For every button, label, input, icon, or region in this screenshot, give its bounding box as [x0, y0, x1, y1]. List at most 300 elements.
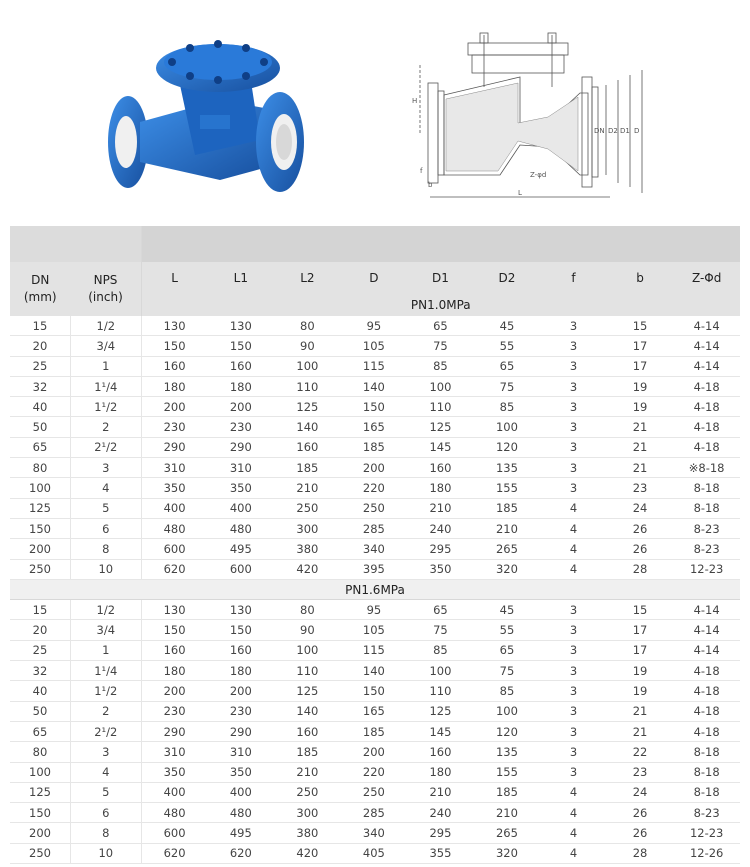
table-cell: 65 — [10, 437, 70, 457]
table-cell: 180 — [141, 376, 208, 396]
table-cell: 4-14 — [673, 316, 740, 336]
table-cell: 80 — [274, 600, 341, 620]
table-row — [10, 782, 740, 802]
table-cell: 130 — [208, 316, 275, 336]
table-cell: 120 — [474, 437, 541, 457]
table-cell: 130 — [141, 600, 208, 620]
table-cell: 4-18 — [673, 376, 740, 396]
table-cell: 24 — [607, 782, 674, 802]
header-L2: L2 — [274, 262, 341, 294]
table-cell: 160 — [407, 742, 474, 762]
table-cell: 150 — [208, 336, 275, 356]
table-cell: 3 — [540, 478, 607, 498]
table-cell: 310 — [208, 742, 275, 762]
table-cell: 28 — [607, 843, 674, 863]
table-cell: 65 — [474, 640, 541, 660]
table-cell: 480 — [208, 803, 275, 823]
table-cell: 250 — [341, 498, 408, 518]
table-cell: 210 — [474, 803, 541, 823]
table-cell: 395 — [341, 559, 408, 579]
table-cell: 135 — [474, 742, 541, 762]
table-cell: 4 — [70, 762, 141, 782]
table-cell: 230 — [141, 417, 208, 437]
table-cell: 350 — [407, 559, 474, 579]
table-cell: 230 — [141, 701, 208, 721]
table-cell: 250 — [274, 498, 341, 518]
table-cell: 200 — [208, 397, 275, 417]
table-cell: 80 — [274, 316, 341, 336]
table-cell: 105 — [341, 620, 408, 640]
table-cell: 165 — [341, 701, 408, 721]
table-cell: 4 — [540, 518, 607, 538]
table-cell: 100 — [407, 661, 474, 681]
table-cell: 150 — [341, 681, 408, 701]
label-H: H — [412, 97, 418, 105]
valve-photo — [100, 30, 310, 195]
table-cell: 4 — [540, 498, 607, 518]
table-cell: 26 — [607, 823, 674, 843]
table-cell: 5 — [70, 498, 141, 518]
table-cell: 150 — [10, 518, 70, 538]
table-cell: 160 — [141, 356, 208, 376]
table-cell: 25 — [10, 356, 70, 376]
table-cell: 2¹/2 — [70, 721, 141, 741]
table-row — [10, 803, 740, 823]
table-cell: 185 — [341, 721, 408, 741]
header-L1: L1 — [208, 262, 275, 294]
table-cell: 340 — [341, 539, 408, 559]
table-cell: 135 — [474, 458, 541, 478]
table-row — [10, 681, 740, 701]
table-cell: 110 — [407, 681, 474, 701]
table-cell: 40 — [10, 681, 70, 701]
header-spacer-row — [10, 226, 740, 262]
table-cell: 110 — [407, 397, 474, 417]
table-cell: 480 — [208, 518, 275, 538]
pressure-class-pn10: PN1.0MPa — [141, 294, 740, 316]
table-cell: 620 — [141, 559, 208, 579]
table-cell: 85 — [474, 397, 541, 417]
table-cell: 4 — [540, 559, 607, 579]
table-cell: 600 — [141, 539, 208, 559]
table-cell: 110 — [274, 661, 341, 681]
table-cell: 380 — [274, 823, 341, 843]
table-row — [10, 559, 740, 579]
table-cell: 480 — [141, 518, 208, 538]
table-cell: 6 — [70, 803, 141, 823]
table-cell: 23 — [607, 762, 674, 782]
table-cell: 160 — [141, 640, 208, 660]
table-cell: 1/2 — [70, 600, 141, 620]
table-cell: 200 — [341, 742, 408, 762]
table-cell: 4-14 — [673, 600, 740, 620]
table-cell: 380 — [274, 539, 341, 559]
table-cell: 1¹/2 — [70, 397, 141, 417]
table-cell: 265 — [474, 539, 541, 559]
table-cell: 495 — [208, 539, 275, 559]
table-cell: 100 — [474, 701, 541, 721]
table-cell: 180 — [407, 762, 474, 782]
table-row — [10, 498, 740, 518]
table-cell: 145 — [407, 721, 474, 741]
table-cell: 3 — [540, 397, 607, 417]
table-cell: 3 — [540, 316, 607, 336]
table-cell: 115 — [341, 640, 408, 660]
table-cell: 340 — [341, 823, 408, 843]
label-D: D — [634, 127, 640, 135]
table-cell: 125 — [274, 397, 341, 417]
table-cell: 3/4 — [70, 336, 141, 356]
table-cell: 290 — [208, 437, 275, 457]
table-cell: 26 — [607, 518, 674, 538]
label-f: f — [420, 167, 423, 175]
table-cell: 26 — [607, 803, 674, 823]
table-cell: 19 — [607, 661, 674, 681]
table-cell: 355 — [407, 843, 474, 863]
table-cell: 100 — [10, 762, 70, 782]
table-cell: 80 — [10, 458, 70, 478]
table-cell: 90 — [274, 336, 341, 356]
table-cell: 1¹/4 — [70, 661, 141, 681]
table-cell: 10 — [70, 559, 141, 579]
table-cell: 65 — [407, 316, 474, 336]
table-cell: 19 — [607, 376, 674, 396]
table-cell: 24 — [607, 498, 674, 518]
table-cell: 350 — [208, 762, 275, 782]
table-cell: 22 — [607, 742, 674, 762]
table-row — [10, 518, 740, 538]
table-cell: 40 — [10, 397, 70, 417]
table-cell: 6 — [70, 518, 141, 538]
table-cell: 17 — [607, 336, 674, 356]
table-cell: 125 — [10, 782, 70, 802]
table-cell: 140 — [341, 661, 408, 681]
table-row — [10, 376, 740, 396]
table-cell: 180 — [208, 376, 275, 396]
table-cell: 250 — [341, 782, 408, 802]
table-cell: 10 — [70, 843, 141, 863]
table-cell: 400 — [141, 498, 208, 518]
table-cell: 2 — [70, 417, 141, 437]
product-illustrations — [0, 0, 750, 222]
table-cell: 85 — [474, 681, 541, 701]
table-cell: 200 — [10, 539, 70, 559]
table-cell: 8-23 — [673, 803, 740, 823]
table-cell: 310 — [141, 742, 208, 762]
table-cell: 3 — [70, 742, 141, 762]
table-cell: 620 — [141, 843, 208, 863]
table-row — [10, 336, 740, 356]
table-cell: 5 — [70, 782, 141, 802]
table-cell: 350 — [208, 478, 275, 498]
table-cell: 4 — [540, 823, 607, 843]
table-cell: 75 — [474, 376, 541, 396]
table-cell: 200 — [141, 397, 208, 417]
table-cell: 110 — [274, 376, 341, 396]
table-cell: 19 — [607, 681, 674, 701]
dimension-table — [10, 226, 740, 864]
table-row — [10, 437, 740, 457]
table-cell: 85 — [407, 356, 474, 376]
table-cell: 3 — [540, 458, 607, 478]
table-cell: 150 — [10, 803, 70, 823]
table-row — [10, 620, 740, 640]
table-cell: 130 — [141, 316, 208, 336]
table-cell: 4 — [540, 782, 607, 802]
table-row — [10, 417, 740, 437]
table-cell: 4-18 — [673, 681, 740, 701]
table-cell: 26 — [607, 539, 674, 559]
table-cell: 400 — [208, 782, 275, 802]
table-cell: 85 — [407, 640, 474, 660]
table-cell: 4 — [540, 803, 607, 823]
table-cell: 185 — [474, 498, 541, 518]
table-row — [10, 478, 740, 498]
table-cell: 100 — [274, 640, 341, 660]
table-cell: 32 — [10, 661, 70, 681]
header-z-d: Z-Φd — [673, 262, 740, 294]
section-row — [10, 579, 740, 599]
header-L: L — [141, 262, 208, 294]
table-cell: 220 — [341, 762, 408, 782]
table-cell: 160 — [274, 437, 341, 457]
table-cell: 8 — [70, 539, 141, 559]
table-cell: 45 — [474, 316, 541, 336]
table-cell: 55 — [474, 336, 541, 356]
table-cell: 17 — [607, 640, 674, 660]
table-cell: 21 — [607, 417, 674, 437]
table-cell: 320 — [474, 843, 541, 863]
table-cell: 65 — [10, 721, 70, 741]
table-row — [10, 640, 740, 660]
table-cell: 3 — [540, 640, 607, 660]
table-cell: 21 — [607, 701, 674, 721]
table-cell: 480 — [141, 803, 208, 823]
table-cell: 8-18 — [673, 762, 740, 782]
table-cell: 155 — [474, 762, 541, 782]
table-cell: 32 — [10, 376, 70, 396]
table-cell: 95 — [341, 600, 408, 620]
table-row — [10, 661, 740, 681]
table-cell: 185 — [274, 458, 341, 478]
table-cell: 8 — [70, 823, 141, 843]
table-cell: 4-18 — [673, 721, 740, 741]
table-cell: 1 — [70, 640, 141, 660]
table-cell: 15 — [607, 600, 674, 620]
table-cell: 125 — [407, 701, 474, 721]
table-cell: 140 — [274, 417, 341, 437]
table-cell: 125 — [407, 417, 474, 437]
table-cell: 250 — [274, 782, 341, 802]
table-cell: 25 — [10, 640, 70, 660]
table-row — [10, 316, 740, 336]
table-row — [10, 397, 740, 417]
table-row — [10, 701, 740, 721]
table-cell: 4-18 — [673, 417, 740, 437]
table-cell: 3 — [540, 620, 607, 640]
table-row — [10, 600, 740, 620]
header-dn: DN (mm) — [10, 262, 70, 316]
table-cell: 3 — [540, 661, 607, 681]
table-cell: 50 — [10, 417, 70, 437]
table-cell: 1/2 — [70, 316, 141, 336]
table-cell: 12-23 — [673, 823, 740, 843]
table-cell: 240 — [407, 518, 474, 538]
table-cell: 1 — [70, 356, 141, 376]
table-cell: 8-23 — [673, 539, 740, 559]
table-cell: 8-18 — [673, 478, 740, 498]
table-cell: 8-18 — [673, 782, 740, 802]
table-cell: 160 — [407, 458, 474, 478]
table-cell: 240 — [407, 803, 474, 823]
table-cell: 3 — [540, 762, 607, 782]
table-cell: 21 — [607, 458, 674, 478]
table-cell: 100 — [474, 417, 541, 437]
table-cell: 50 — [10, 701, 70, 721]
table-cell: 310 — [208, 458, 275, 478]
table-cell: 290 — [141, 721, 208, 741]
table-row — [10, 762, 740, 782]
table-cell: 17 — [607, 620, 674, 640]
table-row — [10, 823, 740, 843]
table-cell: 28 — [607, 559, 674, 579]
table-cell: 3 — [540, 600, 607, 620]
table-cell: 295 — [407, 539, 474, 559]
table-cell: 200 — [141, 681, 208, 701]
table-cell: 200 — [10, 823, 70, 843]
table-cell: 15 — [10, 316, 70, 336]
table-cell: 3/4 — [70, 620, 141, 640]
table-cell: 75 — [407, 336, 474, 356]
label-zd: Z-φd — [530, 171, 547, 179]
table-cell: 495 — [208, 823, 275, 843]
table-cell: 3 — [540, 681, 607, 701]
table-cell: 1¹/4 — [70, 376, 141, 396]
pressure-class-label: PN1.6MPa — [10, 579, 740, 599]
header-b: b — [607, 262, 674, 294]
table-cell: 150 — [141, 336, 208, 356]
table-cell: 140 — [341, 376, 408, 396]
table-cell: 160 — [208, 640, 275, 660]
table-cell: 75 — [474, 661, 541, 681]
header-f: f — [540, 262, 607, 294]
table-cell: 405 — [341, 843, 408, 863]
valve-technical-drawing — [410, 25, 650, 205]
table-cell: 160 — [274, 721, 341, 741]
table-cell: 200 — [208, 681, 275, 701]
table-cell: 155 — [474, 478, 541, 498]
table-row — [10, 356, 740, 376]
table-cell: 4-14 — [673, 620, 740, 640]
table-cell: 180 — [141, 661, 208, 681]
table-cell: 4 — [70, 478, 141, 498]
table-cell: 400 — [141, 782, 208, 802]
table-cell: 95 — [341, 316, 408, 336]
table-cell: 3 — [540, 417, 607, 437]
table-cell: 3 — [540, 742, 607, 762]
table-cell: 1¹/2 — [70, 681, 141, 701]
table-cell: 3 — [70, 458, 141, 478]
table-cell: 55 — [474, 620, 541, 640]
table-cell: 65 — [407, 600, 474, 620]
table-cell: 320 — [474, 559, 541, 579]
table-cell: 4-14 — [673, 356, 740, 376]
table-cell: 21 — [607, 721, 674, 741]
table-cell: 3 — [540, 701, 607, 721]
table-cell: 8-23 — [673, 518, 740, 538]
table-cell: 200 — [341, 458, 408, 478]
table-cell: 8-18 — [673, 498, 740, 518]
table-cell: 2 — [70, 701, 141, 721]
table-cell: 4-18 — [673, 701, 740, 721]
table-cell: 105 — [341, 336, 408, 356]
table-cell: 20 — [10, 620, 70, 640]
table-cell: 17 — [607, 356, 674, 376]
table-cell: 2¹/2 — [70, 437, 141, 457]
table-row — [10, 539, 740, 559]
table-cell: 15 — [607, 316, 674, 336]
table-cell: 310 — [141, 458, 208, 478]
table-cell: 4-18 — [673, 437, 740, 457]
table-cell: 65 — [474, 356, 541, 376]
table-cell: 230 — [208, 701, 275, 721]
label-DN: DN — [594, 127, 605, 135]
table-cell: 145 — [407, 437, 474, 457]
table-cell: 23 — [607, 478, 674, 498]
table-cell: 265 — [474, 823, 541, 843]
table-cell: 150 — [141, 620, 208, 640]
label-D2: D2 — [608, 127, 618, 135]
table-cell: 3 — [540, 356, 607, 376]
table-cell: 350 — [141, 478, 208, 498]
table-cell: 100 — [10, 478, 70, 498]
table-cell: 4-18 — [673, 397, 740, 417]
table-row — [10, 721, 740, 741]
table-cell: 290 — [208, 721, 275, 741]
table-cell: 250 — [10, 843, 70, 863]
table-cell: 285 — [341, 803, 408, 823]
table-cell: 210 — [407, 498, 474, 518]
table-cell: 19 — [607, 397, 674, 417]
table-cell: 75 — [407, 620, 474, 640]
table-cell: 185 — [341, 437, 408, 457]
table-cell: 120 — [474, 721, 541, 741]
table-cell: 300 — [274, 803, 341, 823]
table-cell: 160 — [208, 356, 275, 376]
table-cell: 180 — [208, 661, 275, 681]
header-D: D — [341, 262, 408, 294]
table-cell: 125 — [10, 498, 70, 518]
table-cell: 130 — [208, 600, 275, 620]
table-cell: 285 — [341, 518, 408, 538]
table-cell: 300 — [274, 518, 341, 538]
table-cell: 12-26 — [673, 843, 740, 863]
table-cell: 100 — [407, 376, 474, 396]
table-row — [10, 742, 740, 762]
table-cell: 420 — [274, 559, 341, 579]
table-cell: 350 — [141, 762, 208, 782]
table-cell: 150 — [341, 397, 408, 417]
table-cell: 12-23 — [673, 559, 740, 579]
table-cell: 8-18 — [673, 742, 740, 762]
table-cell: 620 — [208, 843, 275, 863]
header-D1: D1 — [407, 262, 474, 294]
table-cell: 210 — [274, 762, 341, 782]
table-cell: 210 — [474, 518, 541, 538]
table-row — [10, 458, 740, 478]
table-cell: 15 — [10, 600, 70, 620]
table-cell: 185 — [274, 742, 341, 762]
